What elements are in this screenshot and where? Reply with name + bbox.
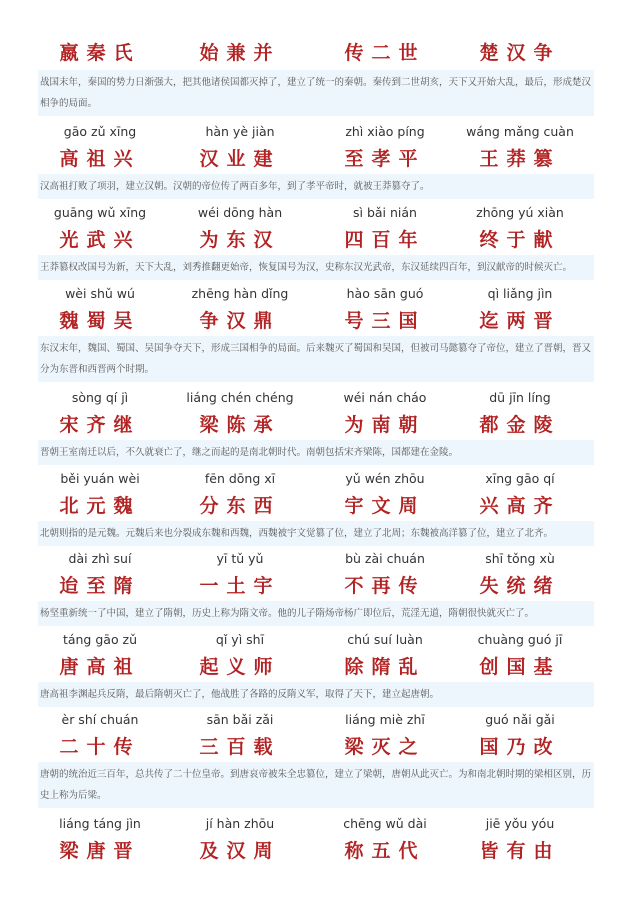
pinyin-text: sòng qí jì — [71, 390, 129, 405]
explanation-text: 北朝则指的是元魏。元魏后来也分裂成东魏和西魏，西魏被宇文觉篡了位，建立了北周；东魏被高洋篡了位，建立了北齐。 — [38, 521, 594, 546]
pinyin-text: hào sān guó — [346, 286, 424, 301]
pinyin-text: táng gāo zǔ — [62, 632, 138, 647]
pinyin-text: liáng miè zhī — [345, 712, 425, 727]
hanzi-phrase: 创国基 — [479, 656, 561, 678]
pinyin-row — [0, 203, 640, 227]
hanzi-phrase: 唐高祖 — [59, 656, 141, 678]
hanzi-row — [0, 308, 640, 332]
verse-section — [0, 284, 640, 375]
explanation-text: 唐高祖李渊起兵反隋，最后隋朝灭亡了，他战胜了各路的反隋义军，取得了天下，建立起唐朝。 — [38, 682, 594, 707]
hanzi-phrase: 光武兴 — [59, 229, 141, 251]
hanzi-row — [0, 40, 640, 64]
hanzi-phrase: 梁唐晋 — [59, 840, 141, 862]
pinyin-row — [0, 122, 640, 146]
pinyin-text: sì bǎi nián — [353, 205, 417, 220]
hanzi-phrase: 三百载 — [199, 736, 281, 758]
hanzi-phrase: 二十传 — [59, 736, 141, 758]
hanzi-phrase: 始兼并 — [199, 42, 281, 64]
verse-section — [0, 469, 640, 539]
hanzi-phrase: 为东汉 — [199, 229, 281, 251]
pinyin-text: shī tǒng xù — [485, 551, 555, 566]
pinyin-text: hàn yè jiàn — [205, 124, 275, 139]
pinyin-row — [0, 469, 640, 493]
explanation-text: 唐朝的统治近三百年，总共传了二十位皇帝。到唐哀帝被朱全忠篡位，建立了梁朝，唐朝从此灭亡。为和南北朝时期的梁相区别，历史上称为后梁。 — [38, 762, 594, 808]
hanzi-row — [0, 412, 640, 436]
pinyin-text: dū jīn líng — [489, 390, 551, 405]
pinyin-row — [0, 284, 640, 308]
hanzi-phrase: 皆有由 — [479, 840, 561, 862]
hanzi-phrase: 至孝平 — [344, 148, 426, 170]
hanzi-phrase: 宇文周 — [344, 495, 426, 517]
hanzi-row — [0, 838, 640, 862]
pinyin-text: qì liǎng jìn — [487, 286, 553, 301]
hanzi-row — [0, 573, 640, 597]
hanzi-phrase: 汉业建 — [199, 148, 281, 170]
pinyin-text: wáng mǎng cuàn — [466, 124, 574, 139]
pinyin-text: bù zài chuán — [345, 551, 425, 566]
pinyin-text: běi yuán wèi — [60, 471, 140, 486]
pinyin-text: chēng wǔ dài — [343, 816, 427, 831]
hanzi-phrase: 传二世 — [344, 42, 426, 64]
hanzi-phrase: 兴高齐 — [479, 495, 561, 517]
explanation-text: 晋朝王室南迁以后，不久就衰亡了，继之而起的是南北朝时代。南朝包括宋齐梁陈，国都建在金陵。 — [38, 440, 594, 465]
explanation-text: 战国末年，秦国的势力日渐强大，把其他诸侯国都灭掉了，建立了统一的秦朝。秦传到二世胡亥，天下又开始大乱，最后，形成楚汉相争的局面。 — [38, 70, 594, 116]
hanzi-row — [0, 146, 640, 170]
hanzi-phrase: 迨至隋 — [59, 575, 141, 597]
pinyin-text: gāo zǔ xīng — [63, 124, 137, 139]
pinyin-text: jí hàn zhōu — [205, 816, 275, 831]
pinyin-text: wèi shǔ wú — [65, 286, 135, 301]
pinyin-row — [0, 630, 640, 654]
hanzi-row — [0, 493, 640, 517]
pinyin-text: liáng táng jìn — [59, 816, 141, 831]
pinyin-text: zhēng hàn dǐng — [191, 286, 289, 301]
hanzi-row — [0, 734, 640, 758]
verse-section — [0, 388, 640, 458]
pinyin-text: guó nǎi gǎi — [485, 712, 555, 727]
hanzi-phrase: 及汉周 — [199, 840, 281, 862]
hanzi-phrase: 四百年 — [344, 229, 426, 251]
hanzi-phrase: 王莽篡 — [479, 148, 561, 170]
hanzi-row — [0, 654, 640, 678]
hanzi-phrase: 号三国 — [344, 310, 426, 332]
pinyin-text: yī tǔ yǔ — [216, 551, 264, 566]
pinyin-text: chuàng guó jī — [477, 632, 563, 647]
hanzi-phrase: 失统绪 — [479, 575, 561, 597]
hanzi-phrase: 不再传 — [344, 575, 426, 597]
hanzi-phrase: 魏蜀吴 — [59, 310, 141, 332]
verse-section — [0, 814, 640, 862]
hanzi-phrase: 分东西 — [199, 495, 281, 517]
pinyin-row — [0, 710, 640, 734]
hanzi-phrase: 梁陈承 — [199, 414, 281, 436]
hanzi-phrase: 迄两晋 — [479, 310, 561, 332]
hanzi-phrase: 终于献 — [479, 229, 561, 251]
hanzi-phrase: 高祖兴 — [59, 148, 141, 170]
hanzi-phrase: 北元魏 — [59, 495, 141, 517]
pinyin-text: fēn dōng xī — [204, 471, 276, 486]
verse-section — [0, 203, 640, 273]
pinyin-text: sān bǎi zǎi — [206, 712, 274, 727]
pinyin-text: èr shí chuán — [61, 712, 139, 727]
pinyin-text: dài zhì suí — [68, 551, 132, 566]
verse-section — [0, 549, 640, 619]
pinyin-row — [0, 814, 640, 838]
hanzi-phrase: 称五代 — [344, 840, 426, 862]
pinyin-text: jiē yǒu yóu — [485, 816, 555, 831]
explanation-text: 汉高祖打败了项羽，建立汉朝。汉朝的帝位传了两百多年，到了孝平帝时，就被王莽篡夺了。 — [38, 174, 594, 199]
explanation-text: 王莽篡权改国号为新，天下大乱，刘秀推翻更始帝，恢复国号为汉，史称东汉光武帝，东汉延续四百年，到汉献帝的时候灭亡。 — [38, 255, 594, 280]
verse-section — [0, 122, 640, 192]
pinyin-text: guāng wǔ xīng — [53, 205, 147, 220]
hanzi-phrase: 除隋乱 — [344, 656, 426, 678]
verse-section — [0, 630, 640, 700]
hanzi-phrase: 争汉鼎 — [199, 310, 281, 332]
verse-section — [0, 40, 640, 109]
pinyin-text: liáng chén chéng — [186, 390, 294, 405]
pinyin-text: zhōng yú xiàn — [476, 205, 564, 220]
verse-section — [0, 710, 640, 801]
hanzi-phrase: 一土宇 — [199, 575, 281, 597]
hanzi-row — [0, 227, 640, 251]
hanzi-phrase: 嬴秦氏 — [59, 42, 141, 64]
pinyin-row — [0, 388, 640, 412]
pinyin-text: zhì xiào píng — [345, 124, 425, 139]
pinyin-text: wéi nán cháo — [343, 390, 427, 405]
hanzi-phrase: 宋齐继 — [59, 414, 141, 436]
pinyin-text: chú suí luàn — [347, 632, 423, 647]
hanzi-phrase: 梁灭之 — [344, 736, 426, 758]
pinyin-text: xīng gāo qí — [485, 471, 555, 486]
hanzi-phrase: 都金陵 — [479, 414, 561, 436]
hanzi-phrase: 为南朝 — [344, 414, 426, 436]
pinyin-text: qǐ yì shī — [215, 632, 265, 647]
hanzi-phrase: 国乃改 — [479, 736, 561, 758]
pinyin-text: wéi dōng hàn — [197, 205, 283, 220]
hanzi-phrase: 起义师 — [199, 656, 281, 678]
pinyin-row — [0, 549, 640, 573]
hanzi-phrase: 楚汉争 — [479, 42, 561, 64]
explanation-text: 东汉末年，魏国、蜀国、吴国争夺天下，形成三国相争的局面。后来魏灭了蜀国和吴国，但被司马懿篡夺了帝位，建立了晋朝，晋又分为东晋和西晋两个时期。 — [38, 336, 594, 382]
pinyin-text: yǔ wén zhōu — [345, 471, 425, 486]
explanation-text: 杨坚重新统一了中国，建立了隋朝，历史上称为隋文帝。他的儿子隋炀帝杨广即位后，荒淫无道，隋朝很快就灭亡了。 — [38, 601, 594, 626]
